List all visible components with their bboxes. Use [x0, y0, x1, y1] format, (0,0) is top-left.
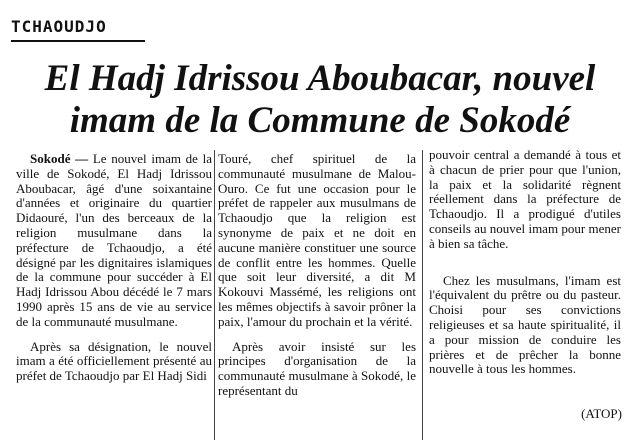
dateline: Sokodé — — [30, 151, 89, 166]
headline — [20, 58, 620, 142]
section-kicker: TCHAOUDJO — [11, 17, 107, 36]
column-1-paragraph-1-text: Le nouvel imam de la ville de Sokodé, El Hadj Idrissou Aboubacar, âgé d'une soixantaine d'années et originaire du quartier Didaouré, l'un des berceaux de la religion musulmane dans la préfecture de Tchaoudjo, a été désigné par les dignitaires islamiques de la commune pour succéder à El Hadj Idrissou Abou décédé le 7 mars 1990 après 15 ans de vie au service de la communauté musulmane. — [16, 151, 212, 329]
column-divider-1 — [214, 150, 215, 440]
column-1-paragraph-1 — [16, 152, 212, 330]
kicker-underline — [11, 40, 145, 42]
column-divider-2 — [422, 150, 423, 440]
article-column-2 — [218, 152, 416, 399]
column-3-paragraph-1: pouvoir central a demandé à tous et à chacun de prier pour que l'union, la paix et la solidarité règnent réellement dans la préfecture de Tchaoudjo. Il a prodigué d'utiles conseils au nouvel imam pour mener à bien sa tâche. — [429, 147, 621, 251]
article-column-1 — [16, 152, 212, 384]
article-column-3 — [429, 148, 621, 377]
column-2-paragraph-2: Après avoir insisté sur les principes d'organisation de la communauté musulmane à Sokodé, le représentant du — [218, 338, 416, 398]
column-1-paragraph-2: Après sa désignation, le nouvel imam a été officiellement présenté au préfet de Tchaoudjo par El Hadj Sidi — [16, 338, 212, 384]
column-3-paragraph-2: Chez les musulmans, l'imam est l'équivalent du prêtre ou du pasteur. Choisi pour ses convictions religieuses et sa haute spiritualité, il a pour mission de conduire les prières et de prêcher la bonne nouvelle à tous les hommes. — [429, 272, 621, 377]
signature: (ATOP) — [581, 406, 622, 421]
column-2-paragraph-1: Touré, chef spirituel de la communauté musulmane de Malou-Ouro. Ce fut une occasion pour le préfet de rappeler aux musulmans de Tchaoudjo que la religion est synonyme de paix et ne doit en aucune manière constituer une source de conflit entre les hommes. Quelle que soit leur diversité, a dit M Kokouvi Massémé, les religions ont les mêmes objectifs à savoir prôner la paix, l'amour du prochain et la vérité. — [218, 151, 416, 329]
headline-line-2: imam de la Commune de Sokodé — [69, 100, 571, 141]
headline-line-1: El Hadj Idrissou Aboubacar, nouvel — [44, 58, 596, 99]
